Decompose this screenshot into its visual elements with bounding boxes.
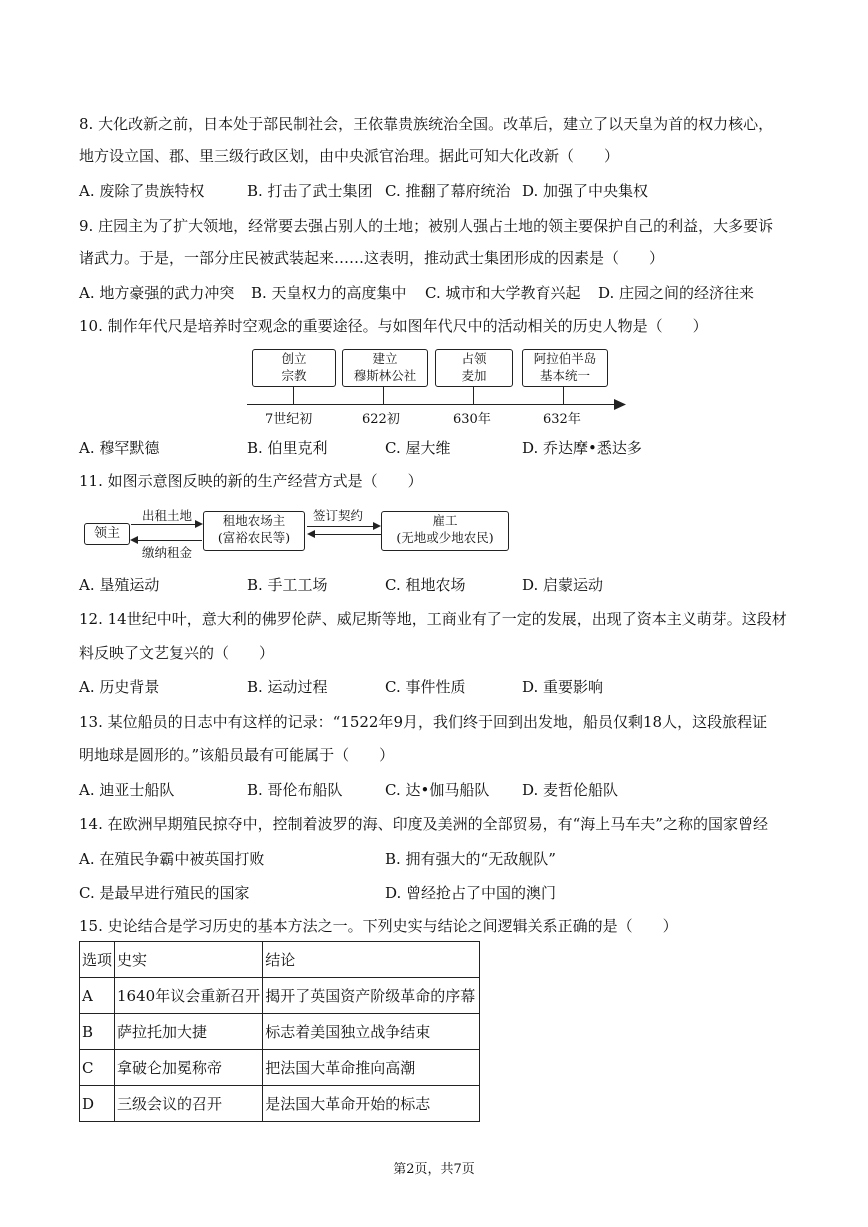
timeline-event-2-line2: 穆斯林公社 [353, 368, 417, 383]
table-cell-conclusion: 标志着美国独立战争结束 [263, 1014, 480, 1050]
q10-stem: 10. 制作年代尺是培养时空观念的重要途径。与如图年代尺中的活动相关的历史人物是（ ） [79, 317, 708, 335]
q9-option-b[interactable]: B. 天皇权力的高度集中 [251, 284, 407, 302]
timeline-event-box-3 [435, 349, 513, 387]
timeline-tick-4 [563, 387, 564, 405]
table-cell-conclusion: 揭开了英国资产阶级革命的序幕 [263, 978, 480, 1014]
table-cell-fact: 三级会议的召开 [115, 1086, 263, 1122]
diagram-worker-line2: (无地或少地农民) [396, 530, 494, 545]
timeline-event-box-1 [252, 349, 336, 387]
timeline-event-3-line2: 麦加 [461, 368, 487, 383]
timeline-date-4: 632年 [543, 412, 581, 427]
diagram-farmer-line2: (富裕农民等) [217, 530, 291, 545]
q13-option-c[interactable]: C. 达•伽马船队 [385, 781, 490, 799]
diagram-farmer-box [203, 511, 305, 551]
q8-stem-line2: 地方设立国、郡、里三级行政区划，由中央派官治理。据此可知大化改新（ ） [79, 147, 620, 165]
timeline-arrow-icon [614, 399, 626, 410]
timeline-event-1-line2: 宗教 [281, 368, 307, 383]
table-cell-conclusion: 是法国大革命开始的标志 [263, 1086, 480, 1122]
q12-option-c[interactable]: C. 事件性质 [385, 678, 466, 696]
q10-option-d[interactable]: D. 乔达摩•悉达多 [522, 439, 642, 457]
timeline-tick-3 [473, 387, 474, 405]
diagram-contract-arrow-top [307, 526, 375, 527]
q13-stem-line2: 明地球是圆形的。”该船员最有可能属于（ ） [79, 746, 395, 764]
table-cell-fact: 萨拉托加大捷 [115, 1014, 263, 1050]
diagram-rent-out-arrow [131, 524, 197, 525]
q13-option-b[interactable]: B. 哥伦布船队 [247, 781, 343, 799]
q9-option-a[interactable]: A. 地方豪强的武力冲突 [79, 284, 235, 302]
timeline-event-2-line1: 建立 [372, 351, 398, 366]
q12-option-d[interactable]: D. 重要影响 [522, 678, 604, 696]
diagram-lord-box: 领主 [84, 523, 130, 545]
table-row [80, 1014, 480, 1050]
diagram-contract-right-icon [373, 522, 381, 530]
table-cell-option: C [80, 1050, 115, 1086]
q10-option-c[interactable]: C. 屋大维 [385, 439, 451, 457]
table-row [80, 1050, 480, 1086]
diagram-contract-arrow-bottom [313, 534, 381, 535]
q12-option-a[interactable]: A. 历史背景 [79, 678, 160, 696]
page-footer: 第2页，共7页 [393, 1162, 475, 1177]
table-cell-option: D [80, 1086, 115, 1122]
q15-stem: 15. 史论结合是学习历史的基本方法之一。下列史实与结论之间逻辑关系正确的是（ ） [79, 917, 678, 935]
q13-stem-line1: 13. 某位船员的日志中有这样的记录：“1522年9月，我们终于回到出发地，船员仅剩18人，这段旅程证 [79, 713, 768, 731]
table-header-option: 选项 [80, 942, 115, 978]
table-header-conclusion: 结论 [263, 942, 480, 978]
q14-stem: 14. 在欧洲早期殖民掠夺中，控制着波罗的海、印度及美洲的全部贸易，有“海上马车夫”之称的国家曾经 [79, 815, 768, 833]
q8-option-c[interactable]: C. 推翻了幕府统治 [385, 182, 511, 200]
timeline-event-4-line1: 阿拉伯半岛 [533, 351, 597, 366]
table-row [80, 978, 480, 1014]
timeline-date-1: 7世纪初 [265, 412, 313, 427]
q8-option-d[interactable]: D. 加强了中央集权 [522, 182, 649, 200]
q11-option-a[interactable]: A. 垦殖运动 [79, 576, 160, 594]
q9-option-c[interactable]: C. 城市和大学教育兴起 [425, 284, 581, 302]
diagram-worker-line1: 雇工 [432, 513, 458, 528]
q9-stem-line1: 9. 庄园主为了扩大领地，经常要去强占别人的土地；被别人强占土地的领主要保护自己的利益，大多要诉 [79, 217, 774, 235]
diagram-pay-rent-label: 缴纳租金 [142, 545, 193, 560]
table-cell-option: B [80, 1014, 115, 1050]
q9-stem-line2: 诸武力。于是，一部分庄民被武装起来……这表明，推动武士集团形成的因素是（ ） [79, 249, 665, 267]
diagram-farmer-line1: 租地农场主 [222, 513, 286, 528]
q11-stem: 11. 如图示意图反映的新的生产经营方式是（ ） [79, 472, 423, 490]
table-header-row [80, 942, 480, 978]
diagram-arrow-left-icon [130, 536, 138, 544]
q9-option-d[interactable]: D. 庄园之间的经济往来 [598, 284, 755, 302]
q11-option-d[interactable]: D. 启蒙运动 [522, 576, 604, 594]
q12-option-b[interactable]: B. 运动过程 [247, 678, 328, 696]
q11-option-b[interactable]: B. 手工工场 [247, 576, 328, 594]
q15-table [79, 941, 480, 1122]
diagram-contract-left-icon [307, 530, 315, 538]
q10-option-a[interactable]: A. 穆罕默德 [79, 439, 160, 457]
q14-option-b[interactable]: B. 拥有强大的“无敌舰队” [385, 850, 556, 868]
q8-stem-line1: 8. 大化改新之前，日本处于部民制社会，王依靠贵族统治全国。改革后，建立了以天皇为首的权力核心， [79, 115, 774, 133]
timeline-event-3-line1: 占领 [461, 351, 487, 366]
timeline-date-2: 622初 [362, 412, 400, 427]
timeline-tick-2 [383, 387, 384, 405]
timeline-tick-1 [293, 387, 294, 405]
diagram-worker-box [381, 511, 509, 551]
q14-option-c[interactable]: C. 是最早进行殖民的国家 [79, 884, 250, 902]
timeline-date-3: 630年 [453, 412, 491, 427]
diagram-arrow-right-icon [195, 520, 203, 528]
table-row [80, 1086, 480, 1122]
q13-option-d[interactable]: D. 麦哲伦船队 [522, 781, 619, 799]
timeline-event-4-line2: 基本统一 [539, 368, 590, 383]
q11-option-c[interactable]: C. 租地农场 [385, 576, 466, 594]
diagram-rent-out-label: 出租土地 [142, 508, 193, 523]
table-header-fact: 史实 [115, 942, 263, 978]
q13-option-a[interactable]: A. 迪亚士船队 [79, 781, 175, 799]
q14-option-d[interactable]: D. 曾经抢占了中国的澳门 [385, 884, 557, 902]
table-cell-fact: 1640年议会重新召开 [115, 978, 263, 1014]
table-cell-conclusion: 把法国大革命推向高潮 [263, 1050, 480, 1086]
q14-option-a[interactable]: A. 在殖民争霸中被英国打败 [79, 850, 265, 868]
q8-option-b[interactable]: B. 打击了武士集团 [247, 182, 373, 200]
q12-stem-line2: 料反映了文艺复兴的（ ） [79, 644, 275, 662]
q10-option-b[interactable]: B. 伯里克利 [247, 439, 328, 457]
diagram-pay-rent-arrow [136, 540, 202, 541]
table-cell-option: A [80, 978, 115, 1014]
diagram-contract-label: 签订契约 [313, 508, 364, 523]
timeline-axis [247, 404, 617, 405]
timeline-event-box-4 [522, 349, 608, 387]
timeline-event-box-2 [342, 349, 428, 387]
q8-option-a[interactable]: A. 废除了贵族特权 [79, 182, 205, 200]
table-cell-fact: 拿破仑加冕称帝 [115, 1050, 263, 1086]
timeline-event-1-line1: 创立 [281, 351, 307, 366]
q12-stem-line1: 12. 14世纪中叶，意大利的佛罗伦萨、威尼斯等地，工商业有了一定的发展，出现了资本主义萌芽。这段材 [79, 610, 787, 628]
